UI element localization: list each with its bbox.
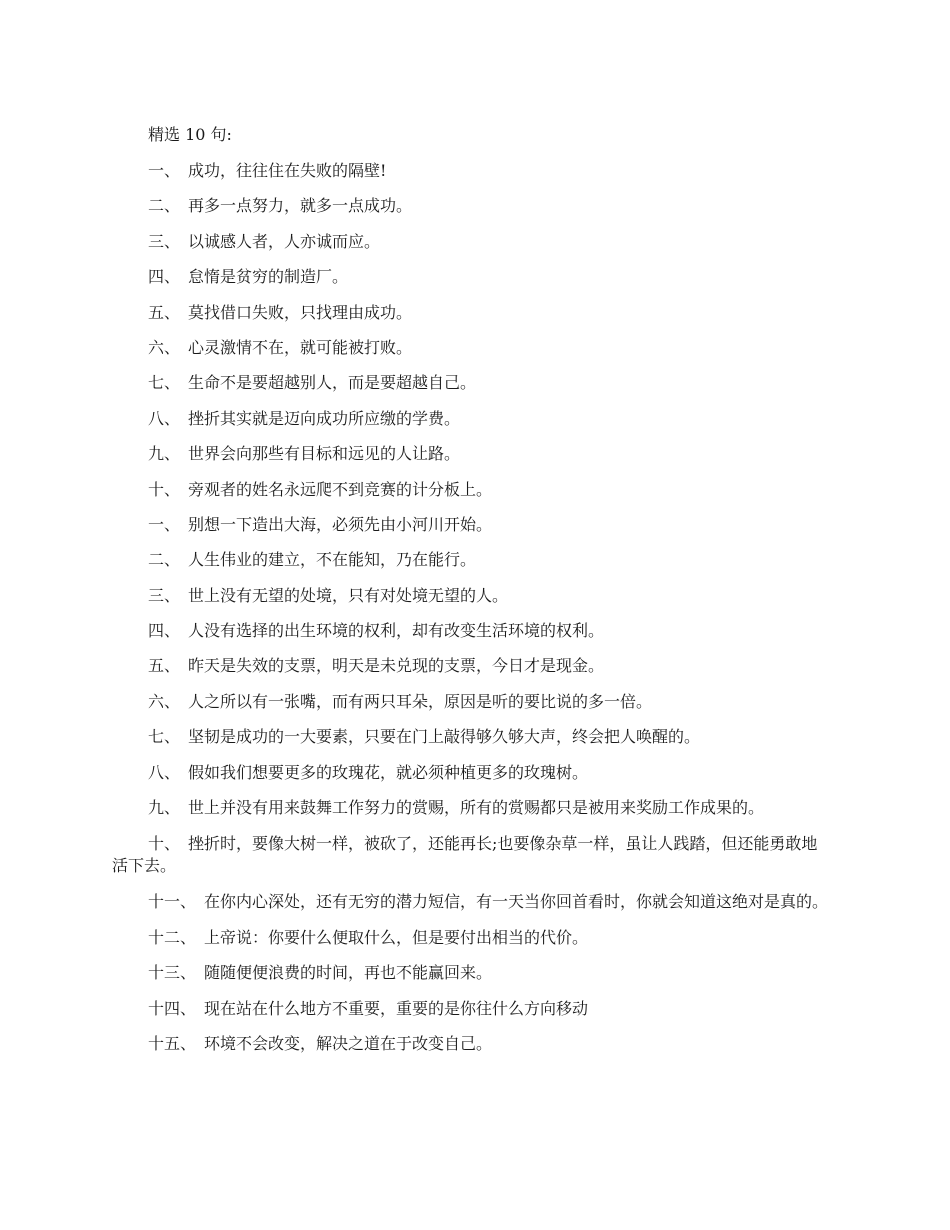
quote-text: 环境不会改变，解决之道在于改变自己。 — [204, 1034, 493, 1054]
quote-text: 怠惰是贫穷的制造厂。 — [188, 267, 349, 287]
quote-text: 别想一下造出大海，必须先由小河川开始。 — [188, 514, 493, 534]
quote-text: 世上没有无望的处境，只有对处境无望的人。 — [188, 585, 509, 605]
quote-number: 十一、 — [148, 892, 197, 912]
quote-item — [112, 443, 832, 465]
quote-text: 成功，往往住在失败的隔壁! — [188, 161, 387, 180]
quote-item — [112, 479, 832, 501]
quote-item — [112, 655, 832, 677]
quote-number: 十、 — [148, 834, 181, 854]
quote-number: 四、 — [148, 267, 181, 287]
quote-number: 七、 — [148, 373, 181, 393]
quote-number: 八、 — [148, 408, 181, 428]
quote-number: 十、 — [148, 479, 181, 499]
quote-text: 人之所以有一张嘴，而有两只耳朵，原因是听的要比说的多一倍。 — [188, 691, 653, 711]
quote-number: 二、 — [148, 550, 181, 570]
quote-number: 二、 — [148, 196, 181, 216]
document-body — [112, 124, 832, 1069]
quote-item — [112, 726, 832, 748]
quote-item — [112, 998, 832, 1020]
quote-number: 九、 — [148, 444, 181, 464]
quote-item — [112, 514, 832, 536]
quote-item — [112, 585, 832, 607]
quote-number: 八、 — [148, 762, 181, 782]
quote-number: 七、 — [148, 727, 181, 747]
quote-text: 莫找借口失败，只找理由成功。 — [188, 302, 413, 322]
quote-item — [112, 962, 832, 984]
quote-item — [112, 1033, 832, 1055]
quote-item — [112, 337, 832, 359]
quote-number: 三、 — [148, 231, 181, 251]
quote-item — [112, 549, 832, 571]
document-title: 精选 10 句: — [148, 125, 232, 144]
quote-text: 心灵激情不在，就可能被打败。 — [188, 337, 413, 357]
quote-text: 在你内心深处，还有无穷的潜力短信，有一天当你回首看时，你就会知道这绝对是真的。 — [204, 892, 829, 912]
quote-text: 生命不是要超越别人，而是要超越自己。 — [188, 373, 477, 393]
quote-text: 世界会向那些有目标和远见的人让路。 — [188, 444, 461, 464]
quote-text: 人生伟业的建立，不在能知，乃在能行。 — [188, 550, 477, 570]
quote-text: 再多一点努力，就多一点成功。 — [188, 196, 413, 216]
quote-number: 五、 — [148, 302, 181, 322]
quote-item — [112, 408, 832, 430]
quote-item — [112, 927, 832, 949]
quote-number: 六、 — [148, 337, 181, 357]
quote-text: 现在站在什么地方不重要，重要的是你往什么方向移动 — [204, 998, 589, 1018]
quote-item — [112, 833, 832, 877]
quote-number: 九、 — [148, 798, 181, 818]
quote-number: 四、 — [148, 621, 181, 641]
quote-list — [112, 160, 832, 1055]
quote-item — [112, 797, 832, 819]
quote-text: 人没有选择的出生环境的权利，却有改变生活环境的权利。 — [188, 621, 605, 641]
quote-item — [112, 302, 832, 324]
quote-item — [112, 762, 832, 784]
quote-number: 五、 — [148, 656, 181, 676]
quote-number: 十三、 — [148, 963, 197, 983]
quote-item — [112, 691, 832, 713]
quote-text: 随随便便浪费的时间，再也不能赢回来。 — [204, 963, 493, 983]
quote-number: 三、 — [148, 585, 181, 605]
quote-text: 以诚感人者，人亦诚而应。 — [188, 231, 381, 251]
quote-item — [112, 372, 832, 394]
quote-number: 十五、 — [148, 1034, 197, 1054]
quote-text: 坚韧是成功的一大要素，只要在门上敲得够久够大声，终会把人唤醒的。 — [188, 727, 701, 747]
quote-number: 一、 — [148, 514, 181, 534]
quote-number: 十四、 — [148, 998, 197, 1018]
quote-text: 旁观者的姓名永远爬不到竞赛的计分板上。 — [188, 479, 493, 499]
quote-item — [112, 620, 832, 642]
quote-text: 假如我们想要更多的玫瑰花，就必须种植更多的玫瑰树。 — [188, 762, 589, 782]
quote-text: 昨天是失效的支票，明天是未兑现的支票，今日才是现金。 — [188, 656, 605, 676]
quote-item — [112, 195, 832, 217]
quote-item — [112, 891, 832, 913]
quote-number: 六、 — [148, 691, 181, 711]
quote-item — [112, 160, 832, 182]
quote-item — [112, 231, 832, 253]
quote-text: 上帝说：你要什么便取什么，但是要付出相当的代价。 — [204, 928, 589, 948]
quote-text: 挫折时，要像大树一样，被砍了，还能再长;也要像杂草一样，虽让人践踏，但还能勇敢地活下去。 — [112, 834, 818, 876]
quote-number: 十二、 — [148, 928, 197, 948]
quote-text: 挫折其实就是迈向成功所应缴的学费。 — [188, 408, 461, 428]
quote-number: 一、 — [148, 161, 181, 180]
quote-item — [112, 266, 832, 288]
quote-text: 世上并没有用来鼓舞工作努力的赏赐，所有的赏赐都只是被用来奖励工作成果的。 — [188, 798, 765, 818]
